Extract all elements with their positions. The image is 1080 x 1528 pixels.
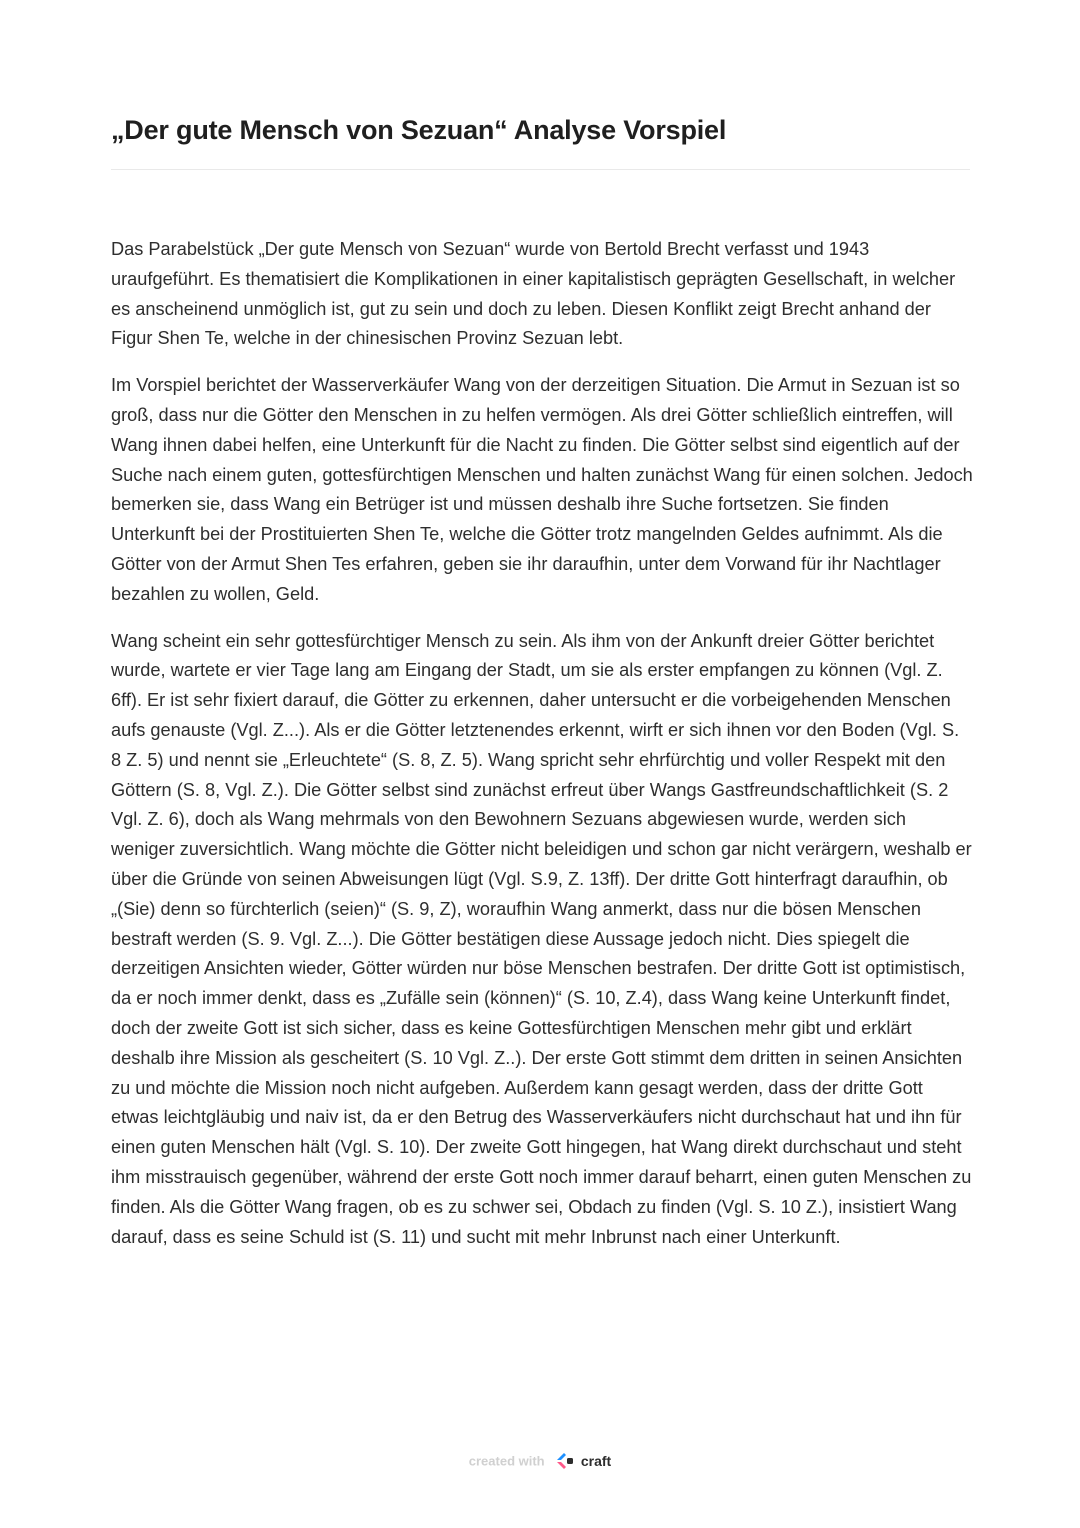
document-body (111, 235, 973, 1269)
craft-logo-icon (556, 1452, 574, 1470)
page-title: „Der gute Mensch von Sezuan“ Analyse Vorspiel (111, 115, 727, 145)
paragraph-summary: Im Vorspiel berichtet der Wasserverkäufer Wang von der derzeitigen Situation. Die Armut in Sezuan ist so groß, dass nur die Götter den Menschen in zu helfen vermögen. Als drei Götter schließlich eintreffen, will Wang ihnen dabei helfen, eine Unterkunft für die Nacht zu finden. Die Götter selbst sind eigentlich auf der Suche nach einem guten, gottesfürchtigen Menschen und halten zunächst Wang für einen solchen. Jedoch bemerken sie, dass Wang ein Betrüger ist und müssen deshalb ihre Suche fortsetzen. Sie finden Unterkunft bei der Prostituierten Shen Te, welche die Götter trotz mangelnden Geldes aufnimmt. Als die Götter von der Armut Shen Tes erfahren, geben sie ihr daraufhin, unter dem Vorwand für ihr Nachtlager bezahlen zu wollen, Geld. (111, 375, 973, 604)
created-with-footer[interactable] (0, 1452, 1080, 1470)
title-divider (111, 169, 970, 170)
craft-brand-label: craft (580, 1453, 612, 1469)
created-with-label: created with (468, 1453, 545, 1469)
paragraph-intro: Das Parabelstück „Der gute Mensch von Sezuan“ wurde von Bertold Brecht verfasst und 1943 uraufgeführt. Es thematisiert die Komplikationen in einer kapitalistisch geprägten Gesellschaft, in welcher es anscheinend unmöglich ist, gut zu sein und doch zu leben. Diesen Konflikt zeigt Brecht anhand der Figur Shen Te, welche in der chinesischen Provinz Sezuan lebt. (111, 239, 956, 349)
paragraph-analysis: Wang scheint ein sehr gottesfürchtiger Mensch zu sein. Als ihm von der Ankunft dreier Götter berichtet wurde, wartete er vier Tage lang am Eingang der Stadt, um sie als erster empfangen zu können (Vgl. Z. 6ff). Er ist sehr fixiert darauf, die Götter zu erkennen, daher untersucht er die vorbeigehenden Menschen aufs genauste (Vgl. Z...). Als er die Götter letztenendes erkennt, wirft er sich ihnen vor den Boden (Vgl. S. 8 Z. 5) und nennt sie „Erleuchtete“ (S. 8, Z. 5). Wang spricht sehr ehrfürchtig und voller Respekt mit den Göttern (S. 8, Vgl. Z.). Die Götter selbst sind zunächst erfreut über Wangs Gastfreundschaftlichkeit (S. 2 Vgl. Z. 6), doch als Wang mehrmals von den Bewohnern Sezuans abgewiesen wurde, werden sich weniger zuversichtlich. Wang möchte die Götter nicht beleidigen und schon gar nicht verärgern, weshalb er über die Gründe von seinen Abweisungen lügt (Vgl. S.9, Z. 13ff). Der dritte Gott hinterfragt daraufhin, ob „(Sie) denn so fürchterlich (seien)“ (S. 9, Z), woraufhin Wang anmerkt, dass nur die bösen Menschen bestraft werden (S. 9. Vgl. Z...). Die Götter bestätigen diese Aussage jedoch nicht. Dies spiegelt die derzeitigen Ansichten wieder, Götter würden nur böse Menschen bestrafen. Der dritte Gott ist optimistisch, da er noch immer denkt, dass es „Zufälle sein (können)“ (S. 10, Z.4), dass Wang keine Unterkunft findet, doch der zweite Gott ist sich sicher, dass es keine Gottesfürchtigen Menschen mehr gibt und erklärt deshalb ihre Mission als gescheitert (S. 10 Vgl. Z..). Der erste Gott stimmt dem dritten in seinen Ansichten zu und möchte die Mission noch nicht aufgeben. Außerdem kann gesagt werden, dass der dritte Gott etwas leichtgläubig und naiv ist, da er den Betrug des Wasserverkäufers nicht durchschaut hat und ihn für einen guten Menschen hält (Vgl. S. 10). Der zweite Gott hingegen, hat Wang direkt durchschaut und steht ihm misstrauisch gegenüber, während der erste Gott noch immer darauf beharrt, einen guten Menschen zu finden. Als die Götter Wang fragen, ob es zu schwer sei, Obdach zu finden (Vgl. S. 10 Z.), insistiert Wang darauf, dass es seine Schuld ist (S. 11) und sucht mit mehr Inbrunst nach einer Unterkunft. (111, 630, 972, 1247)
